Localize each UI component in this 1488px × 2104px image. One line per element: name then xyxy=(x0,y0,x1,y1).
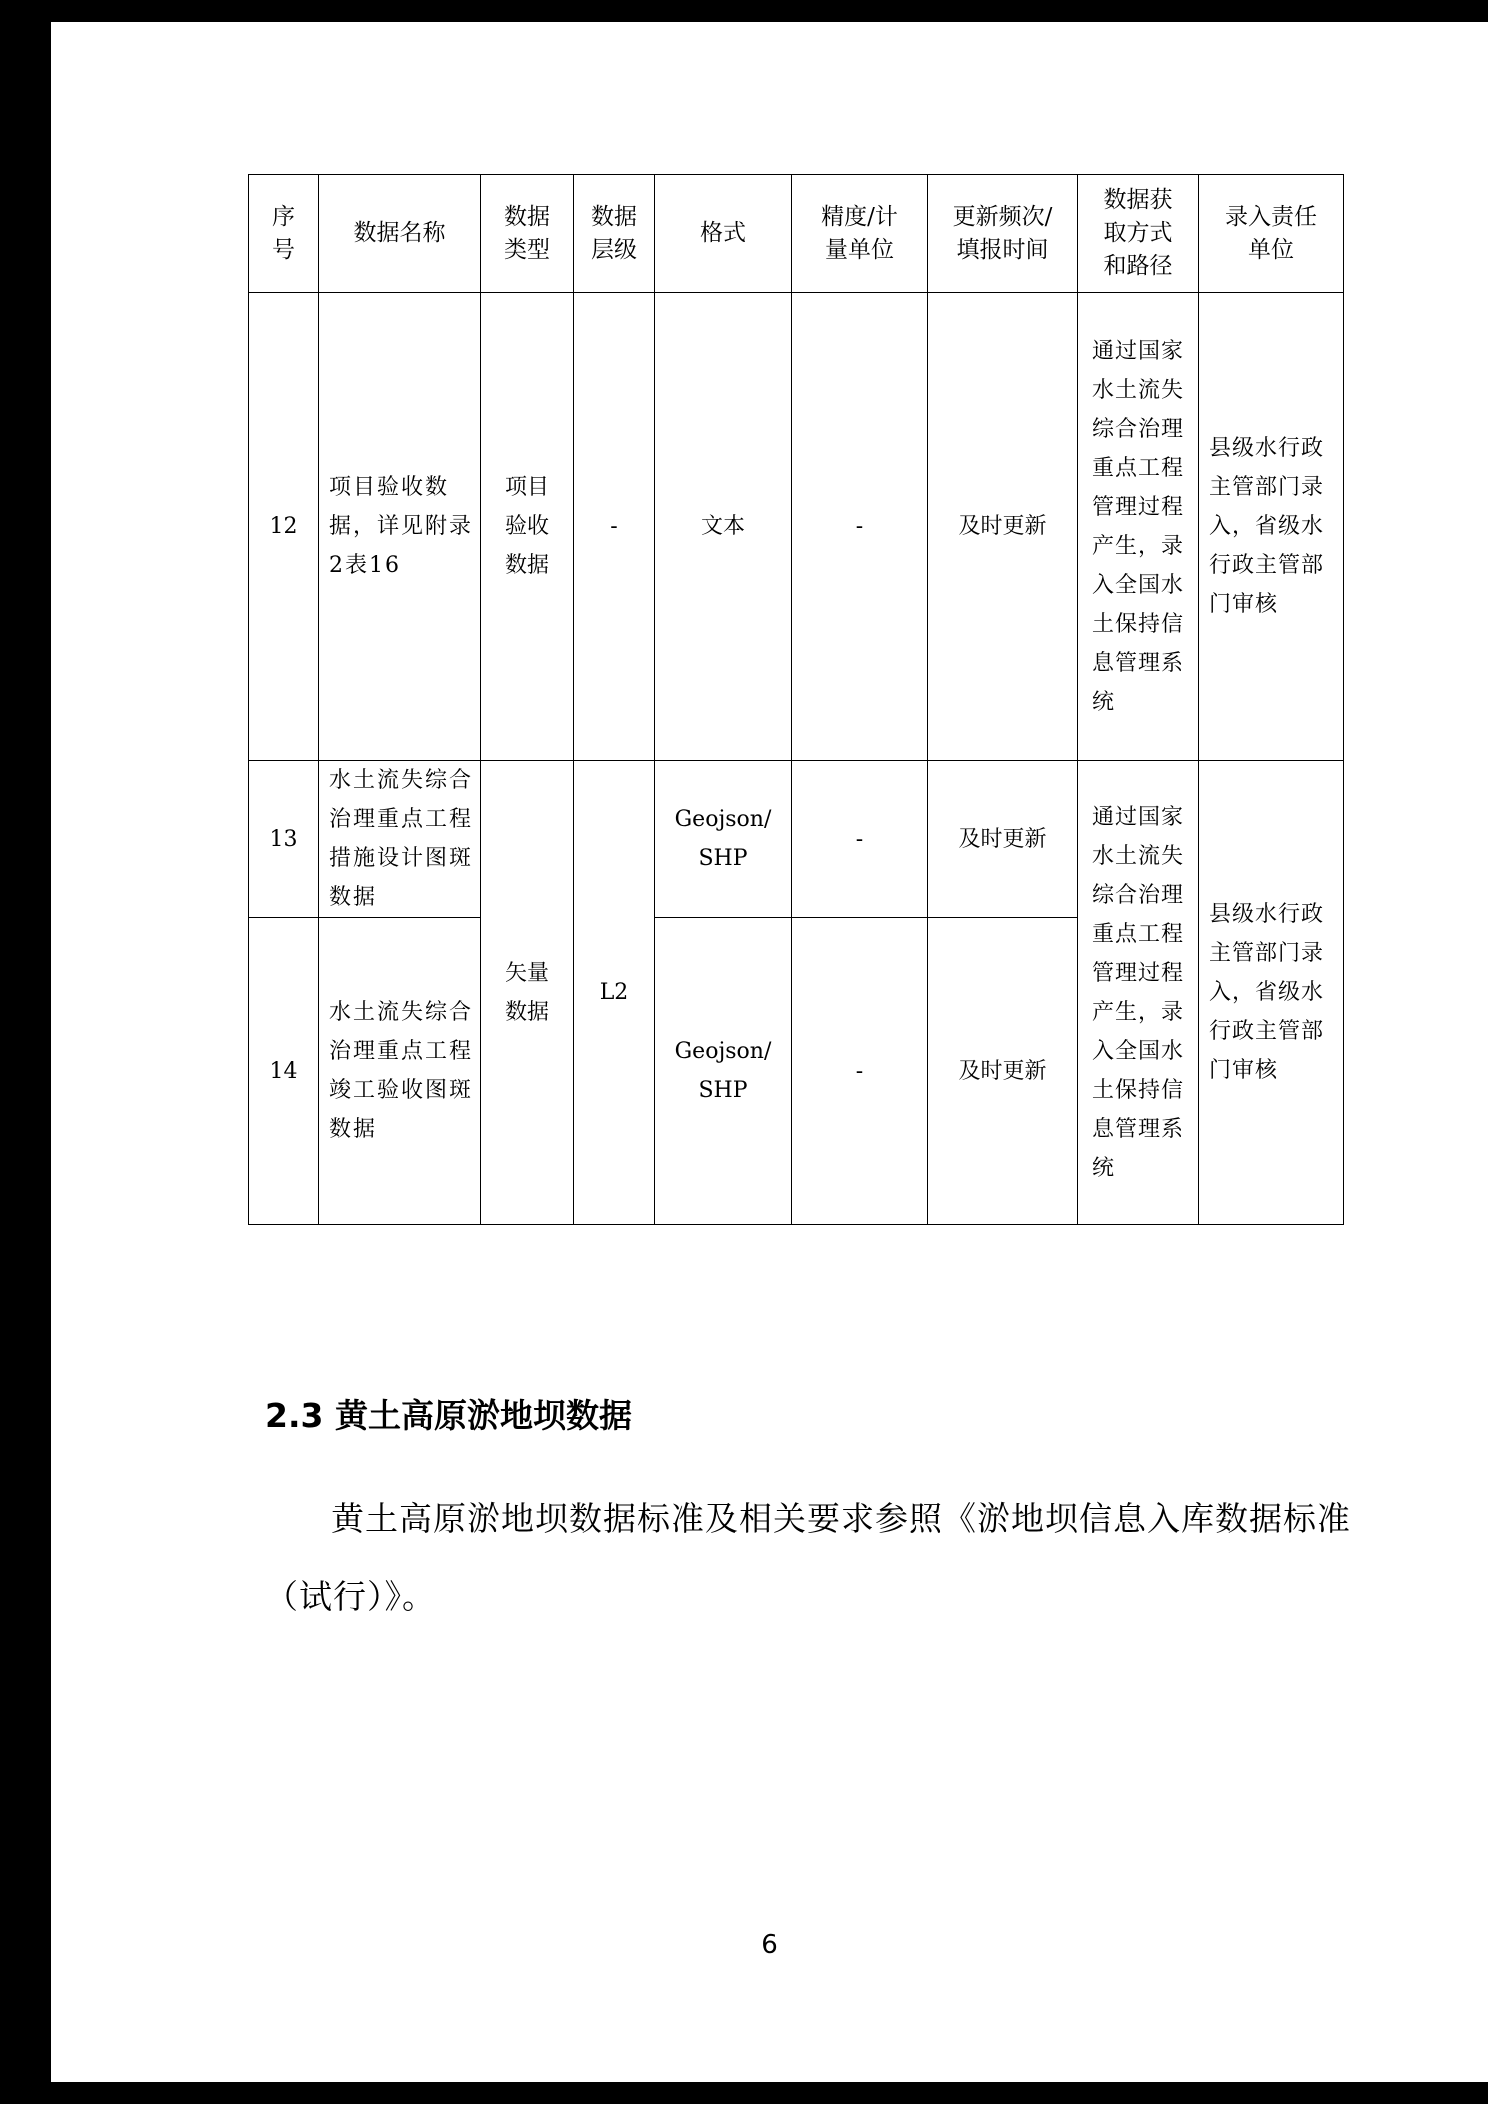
header-cell: 数据获取方式和路径 xyxy=(1078,175,1199,293)
header-cell: 录入责任单位 xyxy=(1199,175,1344,293)
frequency-cell: 及时更新 xyxy=(928,293,1078,761)
table-row xyxy=(249,293,1344,761)
data-name-cell: 项目验收数据，详见附录2表16 xyxy=(319,293,481,761)
header-cell: 序号 xyxy=(249,175,319,293)
data-type-cell: 项目验收数据 xyxy=(481,293,574,761)
precision-cell: - xyxy=(792,918,928,1225)
table-header-row xyxy=(249,175,1344,293)
acquisition-cell: 通过国家水土流失综合治理重点工程管理过程产生，录入全国水土保持信息管理系统 xyxy=(1078,293,1199,761)
document-page xyxy=(51,22,1488,2082)
header-cell: 数据名称 xyxy=(319,175,481,293)
header-cell: 数据层级 xyxy=(574,175,655,293)
page-number: 6 xyxy=(761,1930,778,1960)
format-cell: Geojson/SHP xyxy=(655,918,792,1225)
precision-cell: - xyxy=(792,761,928,918)
header-cell: 更新频次/填报时间 xyxy=(928,175,1078,293)
data-level-cell: - xyxy=(574,293,655,761)
header-cell: 格式 xyxy=(655,175,792,293)
data-name-cell: 水土流失综合治理重点工程措施设计图斑数据 xyxy=(319,761,481,918)
data-level-cell: L2 xyxy=(574,761,655,1225)
data-table xyxy=(248,174,1344,1225)
section-heading: 2.3 黄土高原淤地坝数据 xyxy=(265,1396,632,1435)
responsible-cell: 县级水行政主管部门录入，省级水行政主管部门审核 xyxy=(1199,761,1344,1225)
responsible-cell: 县级水行政主管部门录入，省级水行政主管部门审核 xyxy=(1199,293,1344,761)
header-cell: 数据类型 xyxy=(481,175,574,293)
data-name-cell: 水土流失综合治理重点工程竣工验收图斑数据 xyxy=(319,918,481,1225)
acquisition-cell: 通过国家水土流失综合治理重点工程管理过程产生，录入全国水土保持信息管理系统 xyxy=(1078,761,1199,1225)
format-cell: Geojson/SHP xyxy=(655,761,792,918)
frequency-cell: 及时更新 xyxy=(928,918,1078,1225)
frequency-cell: 及时更新 xyxy=(928,761,1078,918)
row-number: 12 xyxy=(249,293,319,761)
header-cell: 精度/计量单位 xyxy=(792,175,928,293)
section-paragraph: 黄土高原淤地坝数据标准及相关要求参照《淤地坝信息入库数据标准（试行）》。 xyxy=(265,1499,1351,1616)
table-row xyxy=(249,761,1344,918)
precision-cell: - xyxy=(792,293,928,761)
row-number: 13 xyxy=(249,761,319,918)
format-cell: 文本 xyxy=(655,293,792,761)
data-type-cell: 矢量数据 xyxy=(481,761,574,1225)
row-number: 14 xyxy=(249,918,319,1225)
